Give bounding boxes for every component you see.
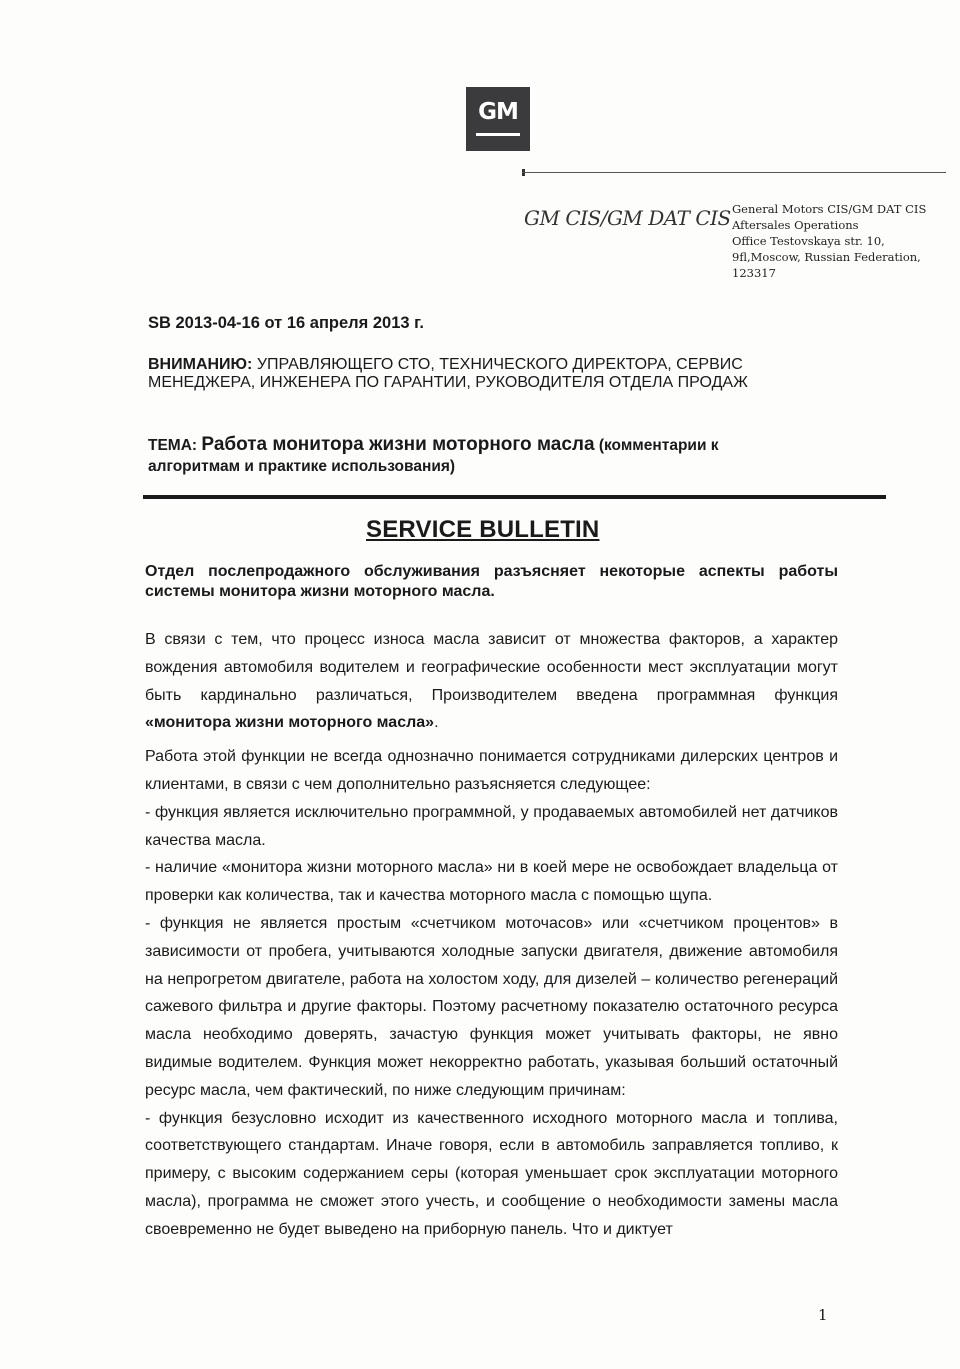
lead-paragraph: Отдел послепродажного обслуживания разъясняет некоторые аспекты работы системы монитора жизни моторного масла. xyxy=(145,563,838,600)
paragraph-emphasis: «монитора жизни моторного масла» xyxy=(145,714,435,732)
gm-logo-underline xyxy=(476,133,520,136)
gm-logo-text: GM xyxy=(478,99,518,125)
paragraph: Работа этой функции не всегда однозначно понимается сотрудниками дилерских центров и клиентами, в связи с чем дополнительно разъясняется следующее: xyxy=(145,748,838,793)
paragraph: - функция не является простым «счетчиком моточасов» или «счетчиком процентов» в зависимости от пробега, учитываются холодные запуски двигателя, движение автомобиля на непрогретом двигателе, работа на холостом ходу, для дизелей – количество регенераций сажевого фильтра и другие факторы. Поэтому расчетному показателю остаточного ресурса масла необходимо доверять, зачастую функция может учитывать факторы, не явно видимые водителем. Функция может некорректно работать, указывая больший остаточный ресурс масла, чем фактический, по ниже следующим причинам: xyxy=(145,914,838,1099)
page-number: 1 xyxy=(818,1306,828,1324)
subject-label: ТЕМА: xyxy=(148,437,202,454)
attention-block xyxy=(148,356,788,392)
document-title: SERVICE BULLETIN xyxy=(366,516,600,543)
paragraph xyxy=(145,626,838,737)
org-short-name: GM CIS/GM DAT CIS xyxy=(524,206,731,230)
attention-label: ВНИМАНИЮ: xyxy=(148,356,253,373)
paragraph: - наличие «монитора жизни моторного масла» ни в коей мере не освобождает владельца от проверки как количества, так и качества моторного масла с помощью щупа. xyxy=(145,859,838,905)
org-address xyxy=(732,201,926,281)
bulletin-reference: SB 2013-04-16 от 16 апреля 2013 г. xyxy=(148,314,424,332)
address-line: 9fl,Moscow, Russian Federation, xyxy=(732,250,921,264)
subject-block xyxy=(148,434,788,477)
subject-note: (комментарии к алгоритмам и практике использования) xyxy=(148,437,719,475)
header-rule xyxy=(522,172,946,173)
address-line: Aftersales Operations xyxy=(732,218,859,232)
paragraph: - функция безусловно исходит из качественного исходного моторного масла и топлива, соответствующего стандартам. Иначе говоря, если в автомобиль заправляется топливо, к примеру, с высоким содержанием серы (которая уменьшает срок эксплуатации моторного масла), программа не сможет этого учесть, и сообщение о необходимости замены масла своевременно не будет выведено на приборную панель. Что и диктует xyxy=(145,1109,838,1238)
paragraph: - функция является исключительно программной, у продаваемых автомобилей нет датчиков качества масла. xyxy=(145,803,838,849)
address-line: General Motors CIS/GM DAT CIS xyxy=(732,202,927,216)
attention-recipients: УПРАВЛЯЮЩЕГО СТО, ТЕХНИЧЕСКОГО ДИРЕКТОРА, СЕРВИС МЕНЕДЖЕРА, ИНЖЕНЕРА ПО ГАРАНТИИ, РУКОВОДИТЕЛЯ ОТДЕЛА ПРОДАЖ xyxy=(148,356,748,391)
paragraph-end: . xyxy=(434,714,439,732)
address-line: Office Testovskaya str. 10, xyxy=(732,234,885,248)
subject-title: Работа монитора жизни моторного масла xyxy=(201,434,595,455)
body-text xyxy=(145,626,838,1244)
address-line: 123317 xyxy=(732,266,776,280)
section-divider xyxy=(143,495,886,499)
gm-logo xyxy=(466,87,530,151)
paragraph-text: В связи с тем, что процесс износа масла зависит от множества факторов, а характер вождения автомобиля водителем и географические особенности мест эксплуатации могут быть кардинально различаться, Производителем введена программная функция xyxy=(145,631,838,704)
